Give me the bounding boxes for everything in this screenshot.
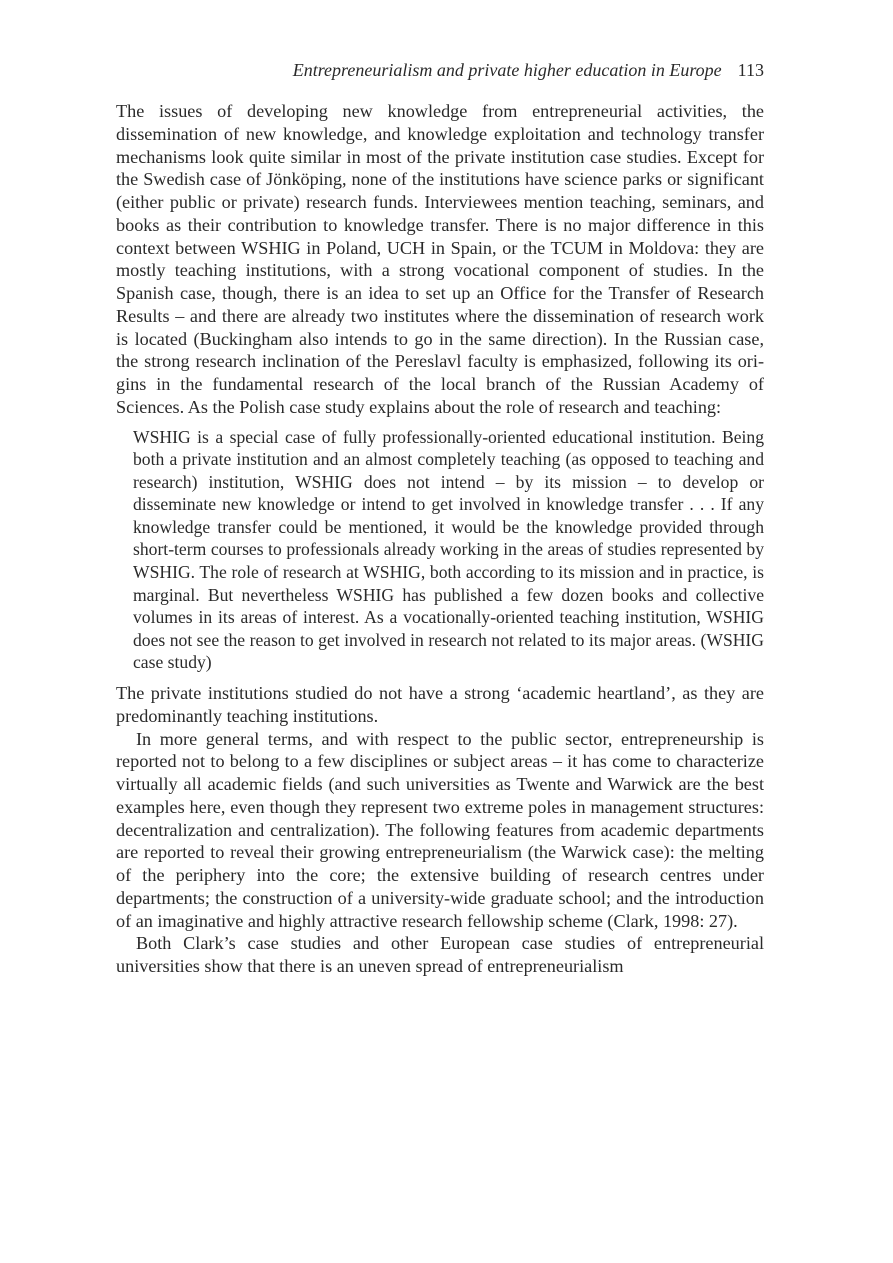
body-paragraph-1: The issues of developing new knowledge from entrepreneurial activities, the dissemination of new knowledge, and knowledge exploitation and technology transfer mechanisms look quite similar in most of the private institution case studies. Except for the Swedish case of Jönköping, none of the institutions have science parks or significant (either public or private) research funds. Interviewees mention teaching, seminars, and books as their contribution to knowledge transfer. There is no major difference in this context between WSHIG in Poland, UCH in Spain, or the TCUM in Moldova: they are mostly teaching institutions, with a strong vocational component of studies. In the Spanish case, though, there is an idea to set up an Office for the Transfer of Research Results – and there are already two institutes where the dissemination of research work is located (Buckingham also intends to go in the same direction). In the Russian case, the strong research inclination of the Pereslavl faculty is emphasized, following its origins in the fundamental research of the local branch of the Russian Academy of Sciences. As the Polish case study explains about the role of research and teaching:	[116, 101, 764, 417]
page-number: 113	[737, 60, 764, 80]
body-paragraph-4: Both Clark’s case studies and other European case studies of entrepreneurial universities show that there is an uneven spread of entrepreneurialism	[116, 933, 764, 977]
body-paragraph-3: In more general terms, and with respect to the public sector, entrepreneurship is reported not to belong to a few disciplines or subject areas – it has come to characterize virtually all academic fields (and such universities as Twente and Warwick are the best examples here, even though they represent two extreme poles in management structures: decentralization and centralization). The following features from academic departments are reported to reveal their growing entrepreneurialism (the Warwick case): the melting of the periphery into the core; the extensive building of research centres under departments; the construction of a university-wide graduate school; and the introduction of an imaginative and highly attractive research fellowship scheme (Clark, 1998: 27).	[116, 728, 764, 931]
running-title: Entrepreneurialism and private higher education in Europe	[292, 60, 722, 80]
block-quote: WSHIG is a special case of fully professionally-oriented educational institution. Being both a private institution and an almost completely teaching (as opposed to teaching and research) institution, WSHIG does not intend – by its mission – to develop or disseminate new knowledge or intend to get involved in knowledge transfer . . . If any knowledge transfer could be mentioned, it would be the knowledge provided through short-term courses to professionals already working in the areas of studies represented by WSHIG. The role of research at WSHIG, both according to its mission and in practice, is marginal. But nevertheless WSHIG has published a few dozen books and collective volumes in its areas of interest. As a vocationally-oriented teaching institution, WSHIG does not see the reason to get involved in research not related to its major areas. (WSHIG case study)	[133, 426, 764, 673]
running-head	[116, 58, 764, 82]
book-page	[116, 58, 764, 978]
body-paragraph-2: The private institutions studied do not have a strong ‘academic heartland’, as they are predominantly teaching institutions.	[116, 683, 764, 726]
